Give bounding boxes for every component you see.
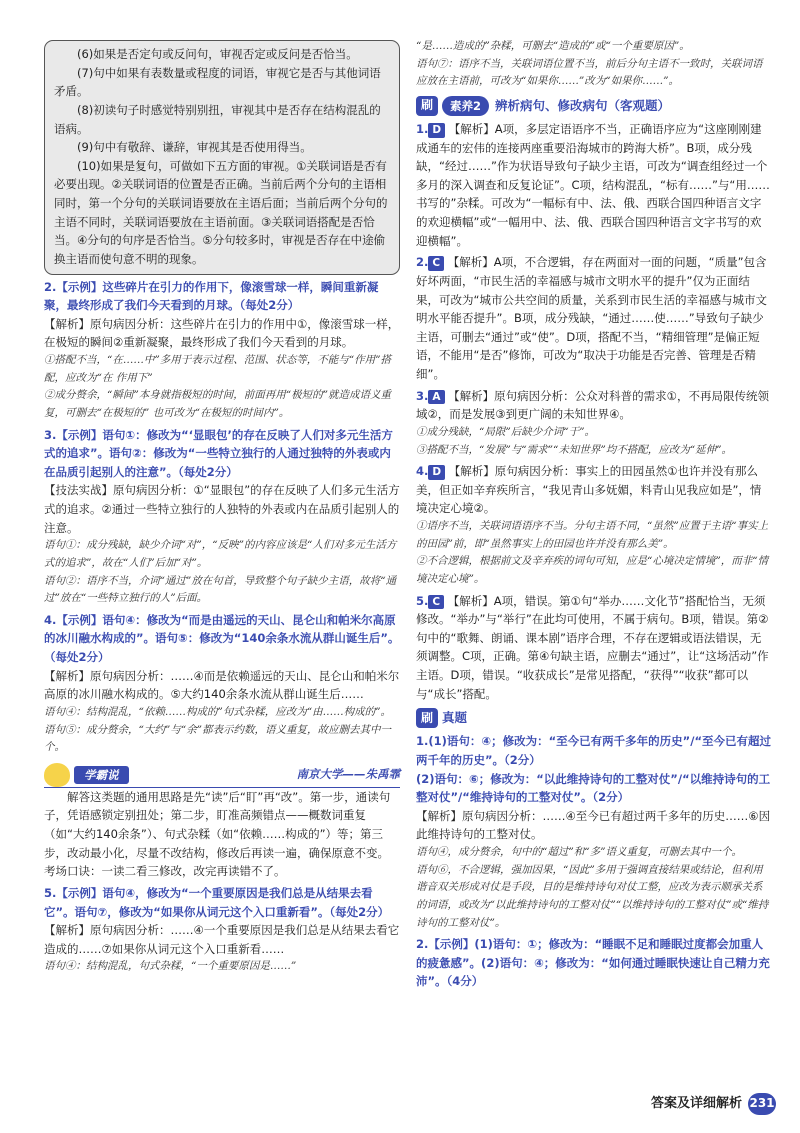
note-text: 语句②：语序不当，介词“通过”放在句首，导致整个句子缺少主语，故将“通过”放在“一些特立独行的人”后面。 (44, 574, 397, 605)
analysis-text: 【解析】原句病因分析：……④而是依赖遥远的天山、昆仑山和帕米尔高原的冰川融水构成的。⑤大约140余条水流从群山诞生后…… (44, 668, 400, 702)
item-number: 5. (416, 593, 429, 608)
section-header-suyang2 (416, 95, 772, 117)
note-text: 语句⑤：成分赘余，“大约”与“余”都表示约数，语义重复，故应删去其中一个。 (44, 723, 391, 754)
answer-3 (44, 426, 400, 608)
item-number: 4. (416, 464, 429, 479)
footer-label: 答案及详细解析 (650, 1096, 742, 1112)
item-number: 2. (416, 255, 429, 270)
answer-badge: A (428, 390, 444, 405)
note-text: ③搭配不当，“发展”与“需求”“未知世界”均不搭配，应改为“延伸”。 (416, 443, 732, 456)
note-text: ②不合逻辑，根据前文及辛弃疾的词句可知，应是“心境决定情境”，而非“情境决定心境”。 (416, 555, 769, 585)
tip-line: (8)初读句子时感觉特别别扭，审视其中是否存在结构混乱的语病。 (54, 102, 381, 136)
analysis-text: 【解析】A项，不合逻辑，存在两面对一面的问题，“质量”包含好坏两面，“市民生活的幸福感与城市文明水平的提升”仅为正面结果，可改为“城市公共空间的质量，关系到市民生活的幸福感与城市文明水平能否提升”。B项，成分残缺，“通过……使……”导致句子缺少主语，可删去“通过”或“使”。D项，搭配不当，“精细管理”是偏正短语，不能用“是否”修饰，可改为“取决于功能是否完善、管理是否精细”。 (416, 255, 767, 381)
chick-mascot-icon (44, 763, 70, 787)
analysis-text: 【解析】原句病因分析：事实上的田园虽然①也许并没有那么美，但正如辛弃疾所言，“我见青山多妩媚，料青山见我应如是”，情境决定心境②。 (416, 464, 762, 516)
xueba-text: 解答这类题的通用思路是先“读”后“盯”再“改”。第一步，通读句子，凭语感锁定别扭处；第二步，盯准高频错点——概数词重复（如“大约140余条”）、句式杂糅（如“依赖……构成的”）等；第三步，改动最小化，尽量不改结构，修改后再读一遍，确保原意不变。考场口诀：一读二看三修改，改完再读错不了。 (44, 789, 391, 879)
analysis-text: 【解析】A项，多层定语语序不当，正确语序应为“这座刚刚建成通车的宏伟的连接两座重要沿海城市的跨海大桥”。B项，成分残缺，“经过……”作为状语导致句子缺少主语，可改为“调查组经过一个多月的深入调查和反复论证”。C项，结构混乱，“标有……”与“用……书写的”杂糅。可改为“一幅标有中、法、俄、西联合国四种语言文字的欢迎横幅”或“一幅用中、法、俄、西联合国四种语言文字书写的欢迎横幅”。 (416, 121, 770, 248)
analysis-text: 【技法实战】原句病因分析：①“显眼包”的存在反映了人们多元生活方式的追求。②通过一些特立独行的人独特的外表或内在品质引起别人的注意。 (44, 483, 400, 535)
item-number: 2. (44, 279, 57, 294)
item-number: 5. (44, 885, 57, 900)
note-text: 语句④，成分赘余，句中的“超过”和“多”语义重复，可删去其中一个。 (416, 846, 742, 858)
item-number: 3. (44, 427, 57, 442)
tip-line: (9)句中有敬辞、谦辞，审视其是否使用得当。 (77, 140, 312, 155)
note-text: ①成分残缺，“局限”后缺少介词“于”。 (416, 425, 595, 438)
section-header-zhenti (416, 707, 772, 729)
choice-answer-3 (416, 387, 772, 460)
section-title: 真题 (442, 710, 468, 726)
answer-text: 【示例】语句④，修改为“一个重要原因是我们总是从结果去看它”。语句⑦，修改为“如果你从词元这个入口重新看”。（每处2分） (44, 885, 390, 919)
choice-answer-1 (416, 120, 772, 250)
xueba-label: 学霸说 (74, 766, 129, 784)
answer-text: 【示例】语句①：修改为“‘显眼包’的存在反映了人们对多元生活方式的追求”。语句②：修改为“一些特立独行的人通过独特的外表或内在品质引起别人的注意”。（每处2分） (44, 427, 393, 479)
left-column (44, 0, 400, 976)
answer-badge: C (428, 256, 444, 271)
answer-text: 【示例】这些碎片在引力的作用下，像滚雪球一样，瞬间重新凝聚，最终形成了我们今天看到的月球。（每处2分） (44, 279, 379, 313)
item-number: 1. (416, 121, 429, 136)
answer-4 (44, 611, 400, 757)
analysis-text: 【解析】原句病因分析：公众对科普的需求①，不再局限传统领域②，而是发展③到更广阔的未知世界④。 (416, 388, 769, 422)
answer-text: 【示例】语句④：修改为“而是由遥远的天山、昆仑山和帕米尔高原的冰川融水构成的”。语句⑤：修改为“140余条水流从群山诞生后”。（每处2分） (44, 612, 400, 664)
note-text: 语句①：成分残缺，缺少介词“对”，“反映”的内容应该是“人们对多元生活方式的追求”，故在“人们”后加“对”。 (44, 539, 397, 569)
answer-text: (2)语句：⑥；修改为：“以此维持诗句的工整对仗”/“以维持诗句的工整对仗”/“维持诗句的工整对仗”。（2分） (416, 771, 771, 805)
answer-5 (44, 884, 400, 976)
note-text: ①搭配不当，“在……中”多用于表示过程、范围、状态等，不能与“作用”搭配，应改为“在 作用下” (44, 354, 391, 384)
section-title: 辨析病句、修改病句（客观题） (495, 97, 671, 113)
xueba-header (44, 763, 400, 788)
continued-note (416, 38, 772, 91)
item-number: 2. (416, 937, 429, 952)
tips-box (44, 40, 400, 275)
page-footer (651, 1093, 776, 1115)
tip-line: (6)如果是否定句或反问句，审视否定或反问是否恰当。 (77, 47, 358, 61)
brush-badge-icon: 刷 (416, 96, 438, 116)
answer-badge: D (428, 465, 445, 480)
real-exam-answer-2 (416, 935, 772, 991)
real-exam-answer-1 (416, 732, 772, 932)
item-number: 3. (416, 388, 429, 403)
page-number: 231 (748, 1093, 776, 1115)
right-column (416, 0, 772, 991)
item-number: 4. (44, 612, 57, 627)
tip-line: (7)句中如果有表数量或程度的词语，审视它是否与其他词语矛盾。 (54, 65, 381, 99)
analysis-text: 【解析】A项，错误。第①句“举办……文化节”搭配恰当，无须修改。“举办”与“举行”在此均可使用，不属于病句。B项，错误。第②句中的“歌舞、朗诵、课本剧”语序合理，不存在逻辑或语法错误，无须调整。C项，正确。第④句缺主语，应删去“通过”，让“这场活动”作主语。D项，错误。“收获成长”是常见搭配，“获得”“收获”都可以与“成长”搭配。 (416, 593, 769, 701)
analysis-text: 【解析】原句病因分析：……④至今已有超过两千多年的历史……⑥因此维持诗句的工整对仗。 (416, 808, 771, 842)
note-text: ①语序不当，关联词语语序不当。分句主语不同，“虽然”应置于主语“事实上的田园”前，即“虽然事实上的田园也许并没有那么美”。 (416, 520, 769, 550)
answer-2 (44, 278, 400, 423)
brush-badge-icon: 刷 (416, 708, 438, 728)
note-text: “是……造成的”杂糅，可删去“造成的”或“一个重要原因”。 (416, 40, 690, 52)
note-text: 语句④：结构混乱，句式杂糅，“一个重要原因是……” (44, 960, 297, 973)
note-text: ②成分赘余，“瞬间”本身就指极短的时间，前面再用“极短的”就造成语义重复，可删去“在极短的” 也可改为“在极短的时间内”。 (44, 389, 391, 419)
choice-answer-5 (416, 592, 772, 704)
answer-text: (1)语句：④；修改为：“至今已有两千多年的历史”/“至今已有超过两千年的历史”。（2分） (416, 734, 771, 767)
choice-answer-4 (416, 462, 772, 588)
xueba-body (44, 788, 400, 881)
analysis-text: 【解析】原句病因分析：……④一个重要原因是我们总是从结果去看它造成的……⑦如果你从词元这个入口重新看…… (44, 923, 400, 956)
analysis-text: 【解析】原句病因分析：这些碎片在引力的作用中①，像滚雪球一样，在极短的瞬间②重新凝聚，最终形成了我们今天看到的月球。 (44, 316, 400, 350)
note-text: 语句⑦：语序不当，关联词语位置不当，前后分句主语不一致时，关联词语应放在主语前，可改为“如果你……”改为“如果你……”。 (416, 57, 763, 88)
note-text: 语句⑥，不合逻辑，强加因果，“因此”多用于强调直接结果或结论，但利用谐音双关形成对仗是手段，目的是维持诗句对仗工整，应改为表示顺承关系的词语，或改为“以此维持诗句的工整对仗”“以维持诗句的工整对仗”或“维持诗句的工整对仗”。 (416, 863, 769, 929)
section-pill: 素养2 (442, 96, 489, 116)
xueba-author: 南京大学——朱禹霏 (296, 767, 400, 782)
tip-line: (10)如果是复句，可做如下五方面的审视。①关联词语是否有必要出现。②关联词语的位置是否正确。当前后两个分句的主语相同时，第一个分句的关联词语要放在主语后面；当前后两个分句的主语不同时，关联词语要放在主语前面。③关联词语搭配是否恰当。④分句的句序是否恰当。⑤分句较多时，审视是否存在中途偷换主语而使句意不明的现象。 (54, 158, 388, 266)
answer-badge: C (428, 595, 444, 610)
note-text: 语句④：结构混乱，“依赖……构成的”句式杂糅，应改为“由……构成的”。 (44, 705, 391, 718)
choice-answer-2 (416, 253, 772, 383)
answer-badge: D (428, 123, 445, 138)
item-number: 1. (416, 734, 429, 749)
answer-text: 【示例】(1)语句：①；修改为：“睡眠不足和睡眠过度都会加重人的疲惫感”。(2)语句：④；修改为：“如何通过睡眠快速让自己精力充沛”。（4分） (416, 937, 770, 989)
